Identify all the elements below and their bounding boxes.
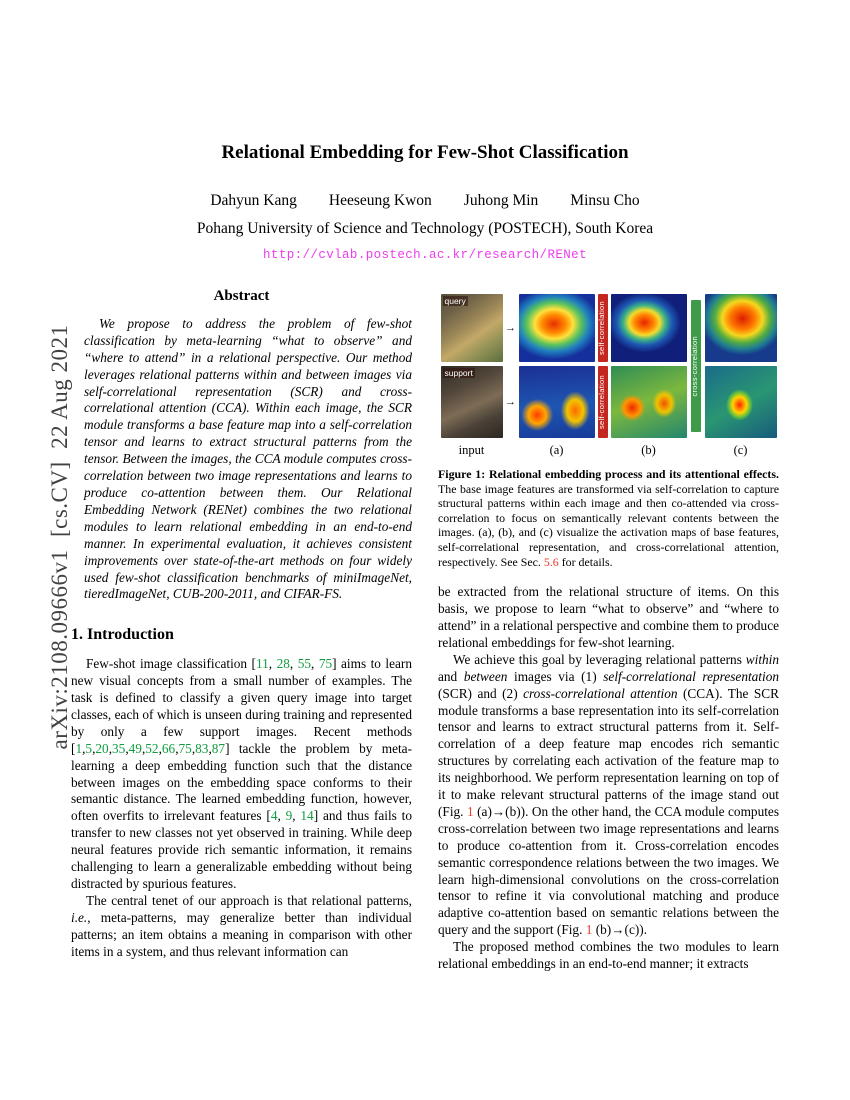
text-segment: , [292, 808, 301, 824]
text-segment: ] aims to learn new visual concepts from a small number of examples. The task is defined to classify a given query image into target classes, each of which is unseen during training and represented by only a few support images. Recent methods [ [71, 656, 413, 756]
figure-image-support-b [611, 366, 687, 438]
text-segment: between [463, 668, 508, 684]
figure-col-label-a: (a) [549, 442, 564, 457]
text-segment: , [277, 808, 286, 824]
citation-link[interactable]: 1 [75, 740, 83, 756]
citation-link[interactable]: 14 [300, 808, 314, 824]
text-segment: The base image features are transformed via self-correlation to capture structural patterns within each image and then co-attended via cross-correlation to focus on semantically relevant contents between the images. (a), (b), and (c) visualize the activation maps of base features, self-correlational representation, and cross-correlational attention, respectively. See Sec. [438, 481, 779, 569]
text-segment: images via (1) [507, 668, 604, 684]
citation-link[interactable]: 52 [145, 740, 159, 756]
text-segment: , [108, 740, 113, 756]
intro-paragraph-1 [71, 656, 412, 893]
text-segment: , [125, 740, 129, 756]
paper-url-link[interactable]: http://cvlab.postech.ac.kr/research/RENet [263, 248, 587, 262]
citation-link[interactable]: 9 [285, 808, 293, 824]
affiliation: Pohang University of Science and Technology (POSTECH), South Korea [196, 220, 654, 237]
citation-link[interactable]: 4 [270, 808, 278, 824]
intro-paragraph-2 [71, 893, 412, 961]
text-segment: i.e. [71, 909, 88, 925]
cross-correlation-bar-label: cross-correlation [690, 335, 700, 397]
author-name: Heeseung Kwon [328, 192, 432, 209]
text-segment: (CCA). The SCR module transforms a base representation into its self-correlation tensor and learns to extract structural patterns from it. Self-correlation of a deep feature map encodes rich semantic structures by correlating each activation of the feature map to its neighborhood. We perform representation learning on top of it to make relevant structural patterns of the image stand out (Fig. [438, 685, 780, 819]
paper-title: Relational Embedding for Few-Shot Classification [221, 142, 629, 163]
citation-link[interactable]: 66 [161, 740, 176, 756]
figure-col-label-input: input [458, 442, 485, 457]
right-paragraph-2 [438, 652, 779, 939]
right-paragraph-3: The proposed method combines the two modules to learn relational embeddings in an end-to-end manner; it extracts [438, 939, 779, 972]
text-segment: self-correlational representation [603, 668, 779, 684]
citation-link[interactable]: 75 [318, 656, 333, 672]
text-segment: , [311, 656, 319, 672]
author-list [0, 192, 850, 210]
citation-link[interactable]: 35 [112, 740, 126, 756]
ref-link[interactable]: 1 [466, 803, 474, 819]
figure-image-support-c [705, 366, 777, 438]
self-correlation-bar-label: self-correlation [597, 375, 607, 429]
figure-col-label-c: (c) [733, 442, 748, 457]
figure-1-caption [438, 467, 779, 569]
self-correlation-bar-support [598, 366, 608, 438]
figure-1-grid [438, 294, 779, 458]
author-name: Juhong Min [463, 192, 539, 209]
text-segment: , meta-patterns, may generalize better than individual patterns; an item obtains a meaning in comparison with other items in a system, and thus relevant information can [71, 909, 412, 959]
figure-col-label-b: (b) [641, 442, 656, 457]
paper-header [0, 142, 850, 262]
figure-image-support-a [519, 366, 595, 438]
ref-link[interactable]: 1 [585, 922, 593, 938]
abstract-heading: Abstract [213, 288, 270, 304]
text-segment: , [82, 740, 86, 756]
right-paragraph-1: be extracted from the relational structure of items. On this basis, we propose to learn “what to observe” and “where to attend” in a relational perspective and combine them to produce relational embeddings for few-shot learning. [438, 584, 779, 650]
support-label: support [444, 368, 473, 378]
text-segment: , [268, 656, 277, 672]
text-segment: , [141, 740, 146, 756]
text-segment: , [289, 656, 298, 672]
text-segment: (SCR) and (2) [438, 685, 524, 701]
text-segment: cross-correlational attention [523, 685, 678, 701]
citation-link[interactable]: 49 [128, 740, 142, 756]
citation-link[interactable]: 55 [297, 656, 312, 672]
author-name: Dahyun Kang [210, 192, 297, 209]
text-segment: ] tackle the problem by meta-learning a deep embedding function such that the distance between images on the embedding space conforms to their semantic distance. The learned embedding function, however, often overfits to irrelevant features [ [71, 740, 412, 824]
cross-correlation-bar [691, 300, 701, 432]
text-segment: Few-shot image classification [ [86, 656, 256, 672]
figure-1 [438, 294, 779, 569]
citation-link[interactable]: 20 [95, 740, 109, 756]
text-segment: , [158, 740, 162, 756]
arrow-right-icon: → [505, 395, 516, 408]
arrow-right-icon: → [505, 321, 516, 334]
figure-image-support-input [441, 366, 503, 438]
citation-link[interactable]: 75 [178, 740, 192, 756]
figure-image-query-b [611, 294, 687, 362]
self-correlation-bar-label: self-correlation [597, 301, 607, 355]
text-segment: , [191, 740, 196, 756]
text-segment: We achieve this goal by leveraging relational patterns [453, 651, 746, 667]
text-segment: , [92, 740, 96, 756]
citation-link[interactable]: 11 [255, 656, 269, 672]
left-column [71, 288, 412, 961]
text-segment: (a)→(b)). On the other hand, the CCA module computes cross-correlation between two image representations and learns to produce co-attention from it. Cross-correlation encodes semantic correspondence relations between the two images. We learn high-dimensional convolutions on the cross-correlation tensor to refine it via convolutional matching and produce adaptive co-attention based on semantic relations between the query and the support (Fig. [438, 803, 779, 938]
query-label: query [444, 296, 466, 306]
text-segment: within [745, 651, 779, 667]
citation-link[interactable]: 5 [85, 740, 93, 756]
text-segment: ] and thus fails to transfer to new classes not yet observed in training. While deep neural features provide rich semantic information, it remains challenging to learn a generalizable embedding without being distracted by spurious features. [71, 808, 412, 891]
ref-link[interactable]: 5.6 [543, 554, 559, 569]
abstract-text: We propose to address the problem of few-shot classification by meta-learning “what to observe” and “where to attend” in a relational perspective. Our method leverages relational patterns within and between images via self-correlational representation (SCR) and cross-correlational attention (CCA). Within each image, the SCR module transforms a base feature map into a self-correlation tensor and learns to extract structural patterns from the tensor. Between the images, the CCA module computes cross-correlation between two image representations and learns to produce co-attention between them. Our Relational Embedding Network (RENet) combines the two relational modules to learn relational embedding in an end-to-end manner. In experimental evaluation, it achieves consistent improvements over state-of-the-art methods on four widely used few-shot classification benchmarks of miniImageNet, tieredImageNet, CUB-200-2011, and CIFAR-FS. [84, 315, 412, 602]
figure-image-query-c [705, 294, 777, 362]
text-segment: for details. [558, 554, 613, 569]
text-segment: The central tenet of our approach is that relational patterns, [86, 892, 412, 908]
citation-link[interactable]: 87 [211, 740, 226, 756]
arxiv-watermark: arXiv:2108.09666v1 [cs.CV] 22 Aug 2021 [47, 324, 72, 750]
section-heading-introduction: 1. Introduction [71, 626, 174, 644]
text-segment: Figure 1: Relational embedding process and its attentional effects. [438, 467, 779, 481]
text-segment: , [208, 740, 212, 756]
citation-link[interactable]: 83 [195, 740, 209, 756]
citation-link[interactable]: 28 [276, 656, 290, 672]
figure-image-query-input [441, 294, 503, 362]
text-segment: , [175, 740, 179, 756]
text-segment: and [438, 668, 464, 684]
self-correlation-bar-query [598, 294, 608, 362]
figure-image-query-a [519, 294, 595, 362]
author-name: Minsu Cho [570, 192, 640, 209]
right-column [438, 294, 779, 973]
text-segment: (b)→(c)). [592, 922, 648, 938]
